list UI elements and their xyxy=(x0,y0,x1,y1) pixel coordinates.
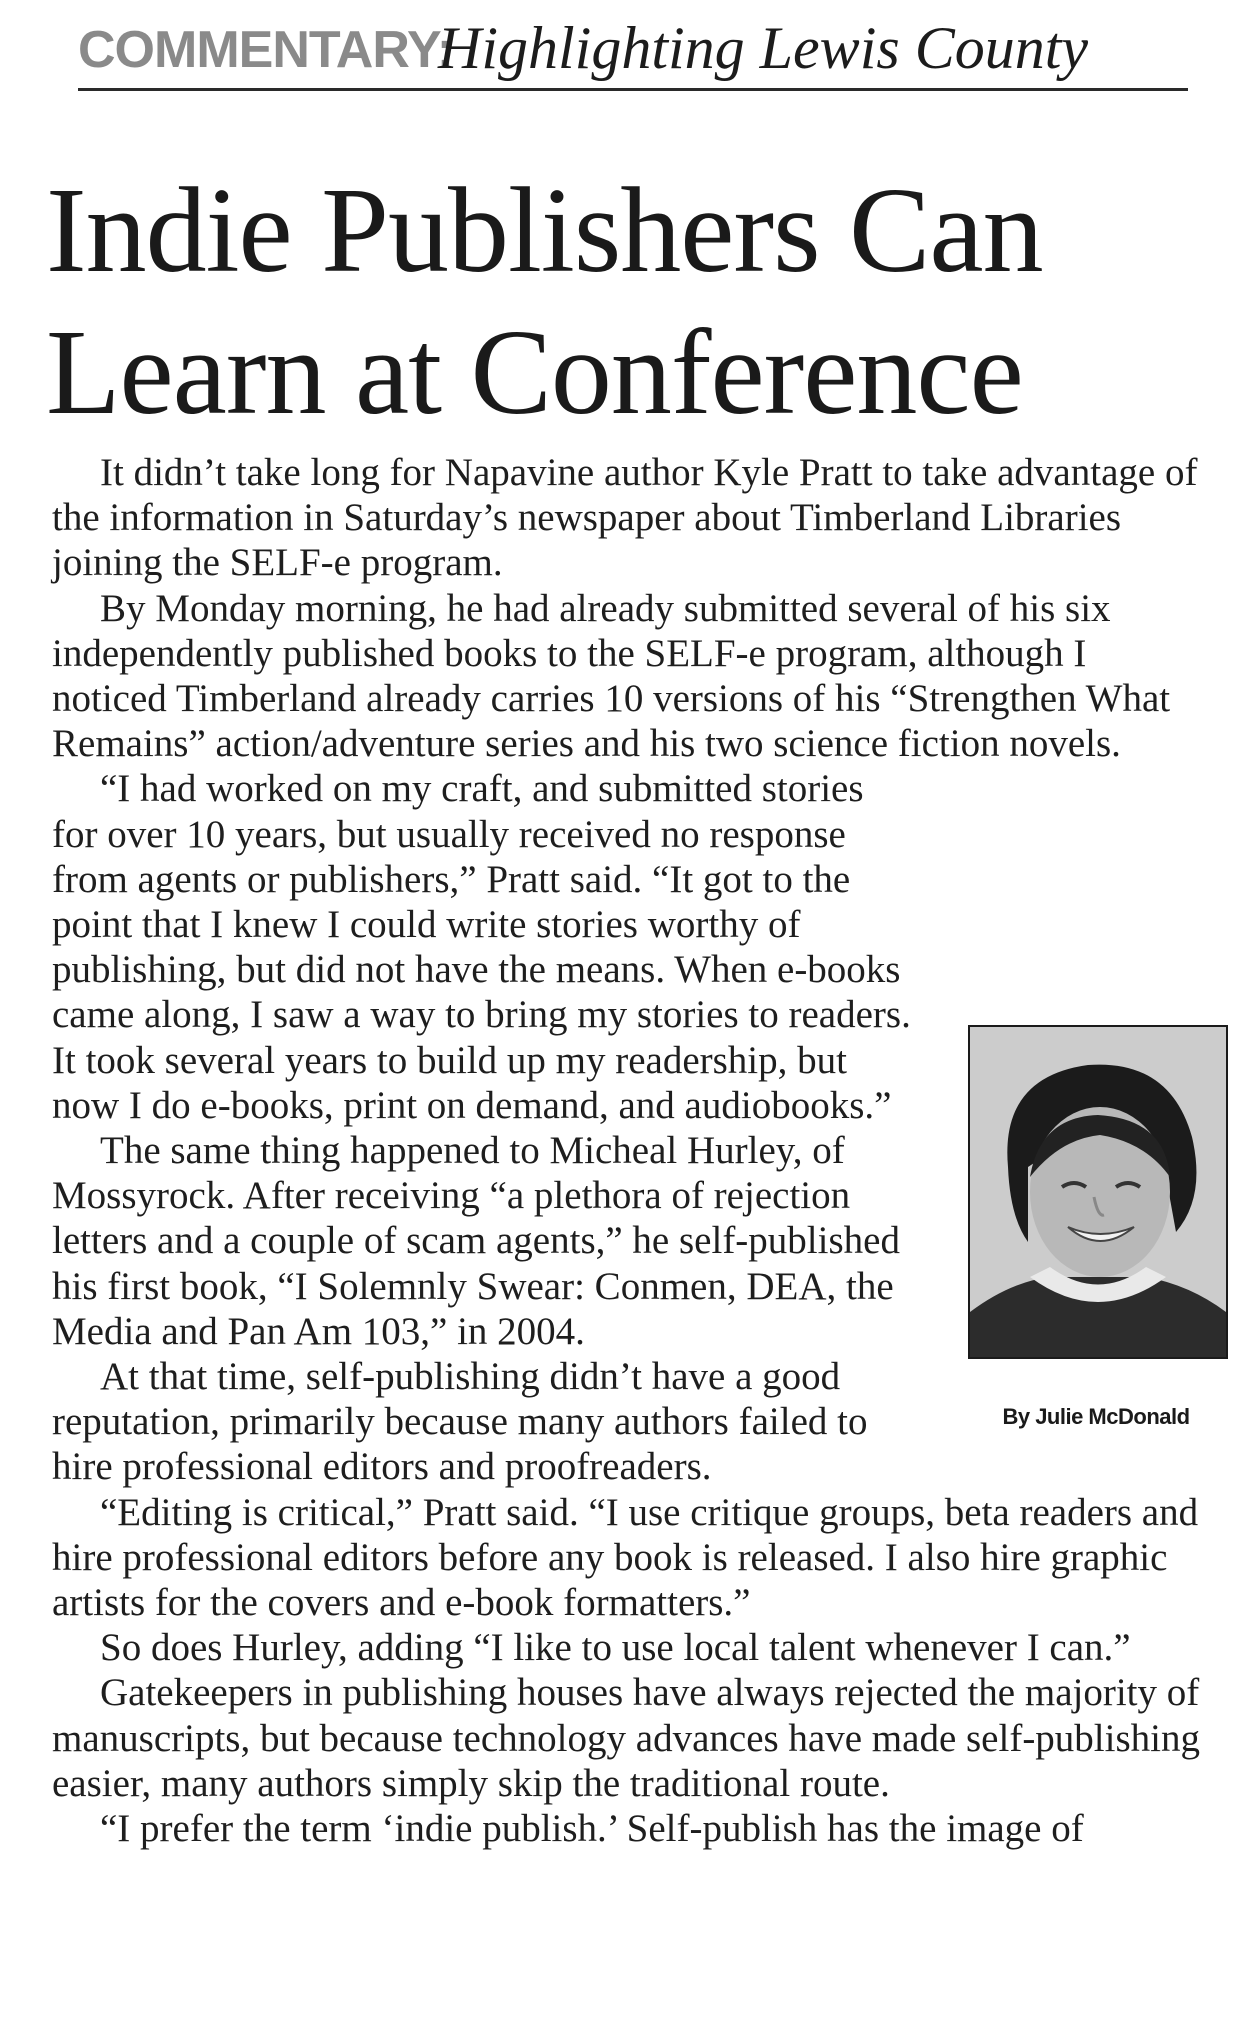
paragraph-3: “I had worked on my craft, and submitted stories for over 10 years, but usually received no response from agents or publishers,” Pratt said. “It got to the point that I knew I could write stories worthy of publishing, but did not have the means. When e-books came along, I saw a way to bring my stories to readers. It took several years to build up my readership, but now I do e-books, print on demand, and audiobooks.” xyxy=(52,767,911,1127)
headline xyxy=(46,160,1206,444)
paragraph-4: The same thing happened to Micheal Hurley, of Mossyrock. After receiving “a plethora of rejection letters and a couple of scam agents,” he self-published his first book, “I Solemnly Swear: Conmen, DEA, the Media and Pan Am 103,” in 2004. xyxy=(52,1129,900,1353)
paragraph-2: By Monday morning, he had already submitted several of his six independently published books to the SELF-e program, although I noticed Timberland already carries 10 versions of his “Strengthen What Remains” action/adventure series and his two science fiction novels. xyxy=(52,586,1171,766)
author-photo xyxy=(968,1025,1228,1359)
paragraph-6: “Editing is critical,” Pratt said. “I use critique groups, beta readers and hire professional editors before any book is released. I also hire graphic artists for the covers and e-book formatters.” xyxy=(52,1490,1199,1625)
paragraph-1: It didn’t take long for Napavine author Kyle Pratt to take advantage of the information in Saturday’s newspaper about Timberland Libraries joining the SELF-e program. xyxy=(52,451,1198,585)
kicker-label: COMMENTARY: xyxy=(78,21,454,79)
paragraph-8: Gatekeepers in publishing houses have always rejected the majority of manuscripts, but because technology advances have made self-publishing easier, many authors simply skip the traditional route. xyxy=(52,1671,1200,1805)
paragraph-7: So does Hurley, adding “I like to use local talent whenever I can.” xyxy=(100,1626,1131,1670)
photo-byline: By Julie McDonald xyxy=(1002,1404,1190,1429)
kicker-title: Highlighting Lewis County xyxy=(438,15,1089,81)
headline-line-1: Indie Publishers Can xyxy=(46,163,1043,298)
section-kicker xyxy=(78,14,1188,91)
paragraph-9: “I prefer the term ‘indie publish.’ Self-publish has the image of xyxy=(100,1807,1084,1851)
paragraph-5: At that time, self-publishing didn’t have a good reputation, primarily because many authors failed to hire professional editors and proofreaders. xyxy=(52,1355,868,1489)
author-portrait-image xyxy=(970,1027,1226,1357)
headline-line-2: Learn at Conference xyxy=(46,305,1023,440)
